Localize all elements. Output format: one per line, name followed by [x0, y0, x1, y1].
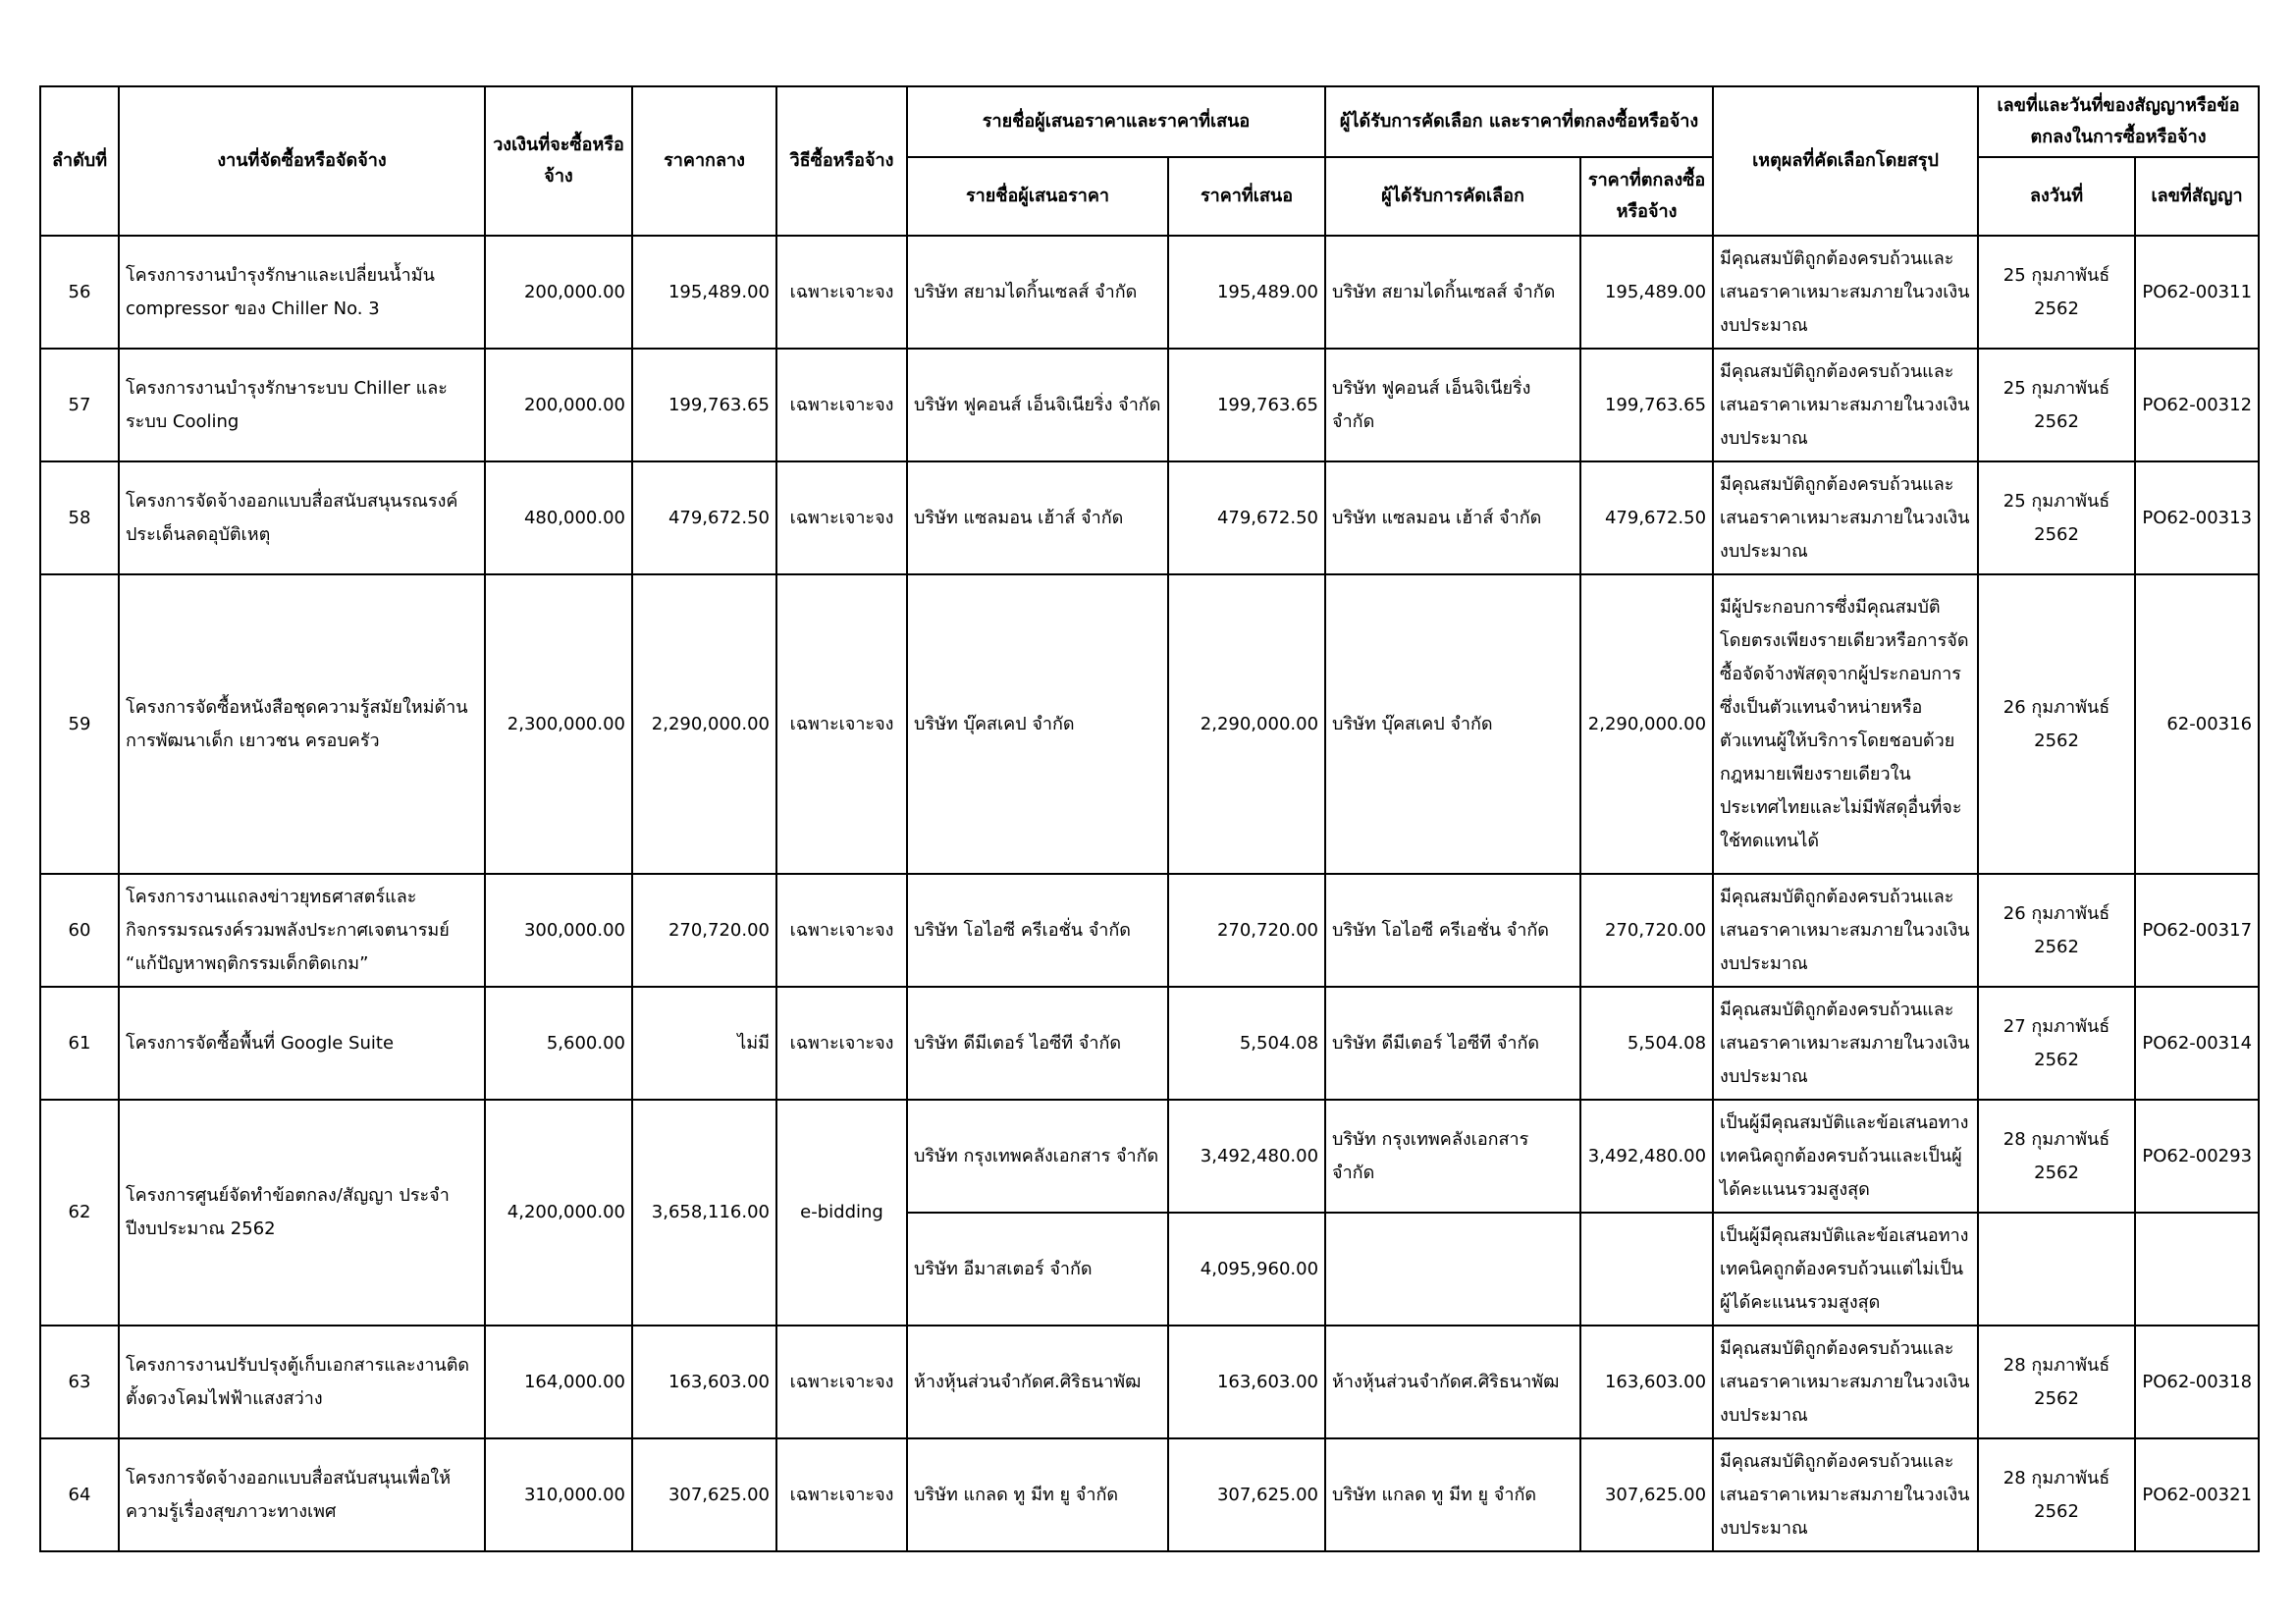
row-method: เฉพาะเจาะจง [776, 574, 907, 874]
row-method: เฉพาะเจาะจง [776, 987, 907, 1100]
row-bidder: บริษัท แซลมอน เฮ้าส์ จำกัด [907, 461, 1168, 574]
row-bidder: บริษัท ฟูคอนส์ เอ็นจิเนียริ่ง จำกัด [907, 349, 1168, 461]
header-selected-name: ผู้ได้รับการคัดเลือก [1325, 157, 1580, 236]
row-method: เฉพาะเจาะจง [776, 1438, 907, 1551]
row-contract: PO62-00321 [2135, 1438, 2259, 1551]
row-reason: มีคุณสมบัติถูกต้องครบถ้วนและเสนอราคาเหมาะสมภายในวงเงินงบประมาณ [1713, 461, 1978, 574]
row-agreed: 270,720.00 [1580, 874, 1713, 987]
row-median: 270,720.00 [632, 874, 776, 987]
row-contract: PO62-00314 [2135, 987, 2259, 1100]
header-agreed-price: ราคาที่ตกลงซื้อหรือจ้าง [1580, 157, 1713, 236]
row-contract: PO62-00293 [2135, 1100, 2259, 1213]
row-bid: 479,672.50 [1168, 461, 1325, 574]
row-bidder: บริษัท สยามไดกิ้นเซลส์ จำกัด [907, 236, 1168, 349]
row-budget: 200,000.00 [485, 236, 632, 349]
row-bid: 270,720.00 [1168, 874, 1325, 987]
row-winner: บริษัท บุ๊คสเคป จำกัด [1325, 574, 1580, 874]
table-row [40, 1438, 2259, 1551]
row-median: 2,290,000.00 [632, 574, 776, 874]
header-contract-group: เลขที่และวันที่ของสัญญาหรือข้อตกลงในการซื้อหรือจ้าง [1978, 86, 2259, 157]
row-agreed: 195,489.00 [1580, 236, 1713, 349]
header-contract-no: เลขที่สัญญา [2135, 157, 2259, 236]
row-reason: มีคุณสมบัติถูกต้องครบถ้วนและเสนอราคาเหมาะสมภายในวงเงินงบประมาณ [1713, 236, 1978, 349]
row-date: 28 กุมภาพันธ์ 2562 [1978, 1326, 2135, 1438]
row-work: โครงการจัดซื้อพื้นที่ Google Suite [119, 987, 485, 1100]
row-method: เฉพาะเจาะจง [776, 349, 907, 461]
row-agreed: 163,603.00 [1580, 1326, 1713, 1438]
table-row [40, 349, 2259, 461]
row-bid: 3,492,480.00 [1168, 1100, 1325, 1213]
row-no: 63 [40, 1326, 119, 1438]
row-reason: มีคุณสมบัติถูกต้องครบถ้วนและเสนอราคาเหมาะสมภายในวงเงินงบประมาณ [1713, 1438, 1978, 1551]
row-agreed: 2,290,000.00 [1580, 574, 1713, 874]
row-method: เฉพาะเจาะจง [776, 874, 907, 987]
row-median: ไม่มี [632, 987, 776, 1100]
row-bid: 5,504.08 [1168, 987, 1325, 1100]
row-median: 195,489.00 [632, 236, 776, 349]
row-date: 28 กุมภาพันธ์ 2562 [1978, 1100, 2135, 1213]
row-date: 25 กุมภาพันธ์ 2562 [1978, 461, 2135, 574]
row-contract: PO62-00312 [2135, 349, 2259, 461]
row-median: 307,625.00 [632, 1438, 776, 1551]
row-no: 61 [40, 987, 119, 1100]
row-budget: 310,000.00 [485, 1438, 632, 1551]
header-date: ลงวันที่ [1978, 157, 2135, 236]
row-contract: 62-00316 [2135, 574, 2259, 874]
row-median: 479,672.50 [632, 461, 776, 574]
row-agreed: 5,504.08 [1580, 987, 1713, 1100]
row-work: โครงการจัดซื้อหนังสือชุดความรู้สมัยใหม่ด้านการพัฒนาเด็ก เยาวชน ครอบครัว [119, 574, 485, 874]
table-row [40, 461, 2259, 574]
row-date: 26 กุมภาพันธ์ 2562 [1978, 574, 2135, 874]
table-row [40, 574, 2259, 874]
row-work: โครงการศูนย์จัดทำข้อตกลง/สัญญา ประจำปีงบประมาณ 2562 [119, 1100, 485, 1326]
row-no: 59 [40, 574, 119, 874]
row-budget: 5,600.00 [485, 987, 632, 1100]
row-reason: มีผู้ประกอบการซึ่งมีคุณสมบัติโดยตรงเพียงรายเดียวหรือการจัดซื้อจัดจ้างพัสดุจากผู้ประกอบการซึ่งเป็นตัวแทนจำหน่ายหรือตัวแทนผู้ให้บริการโดยชอบด้วยกฎหมายเพียงรายเดียวในประเทศไทยและไม่มีพัสดุอื่นที่จะใช้ทดแทนได้ [1713, 574, 1978, 874]
table-row [40, 1326, 2259, 1438]
row-agreed-empty [1580, 1213, 1713, 1326]
header-work: งานที่จัดซื้อหรือจัดจ้าง [119, 86, 485, 236]
row-contract: PO62-00313 [2135, 461, 2259, 574]
header-method: วิธีซื้อหรือจ้าง [776, 86, 907, 236]
row-winner: บริษัท แกลด ทู มีท ยู จำกัด [1325, 1438, 1580, 1551]
row-agreed: 307,625.00 [1580, 1438, 1713, 1551]
row-budget: 164,000.00 [485, 1326, 632, 1438]
row-winner: บริษัท โอไอซี ครีเอชั่น จำกัด [1325, 874, 1580, 987]
row-bidder-2: บริษัท อีมาสเตอร์ จำกัด [907, 1213, 1168, 1326]
row-reason: มีคุณสมบัติถูกต้องครบถ้วนและเสนอราคาเหมาะสมภายในวงเงินงบประมาณ [1713, 874, 1978, 987]
row-work: โครงการจัดจ้างออกแบบสื่อสนับสนุนรณรงค์ประเด็นลดอุบัติเหตุ [119, 461, 485, 574]
row-budget: 300,000.00 [485, 874, 632, 987]
row-work: โครงการงานแถลงข่าวยุทธศาสตร์และกิจกรรมรณรงค์รวมพลังประกาศเจตนารมย์ “แก้ปัญหาพฤติกรรมเด็กติดเกม” [119, 874, 485, 987]
table-row [40, 987, 2259, 1100]
row-contract: PO62-00311 [2135, 236, 2259, 349]
row-contract: PO62-00317 [2135, 874, 2259, 987]
row-budget: 480,000.00 [485, 461, 632, 574]
table-row [40, 874, 2259, 987]
row-no: 56 [40, 236, 119, 349]
row-agreed: 3,492,480.00 [1580, 1100, 1713, 1213]
row-median: 3,658,116.00 [632, 1100, 776, 1326]
table-row [40, 1100, 2259, 1213]
row-date: 26 กุมภาพันธ์ 2562 [1978, 874, 2135, 987]
row-budget: 4,200,000.00 [485, 1100, 632, 1326]
row-no: 64 [40, 1438, 119, 1551]
row-reason: มีคุณสมบัติถูกต้องครบถ้วนและเสนอราคาเหมาะสมภายในวงเงินงบประมาณ [1713, 349, 1978, 461]
procurement-sheet [39, 85, 2260, 1552]
row-median: 163,603.00 [632, 1326, 776, 1438]
row-bid: 163,603.00 [1168, 1326, 1325, 1438]
row-winner-empty [1325, 1213, 1580, 1326]
header-bidders-group: รายชื่อผู้เสนอราคาและราคาที่เสนอ [907, 86, 1325, 157]
header-bidder-name: รายชื่อผู้เสนอราคา [907, 157, 1168, 236]
row-no: 60 [40, 874, 119, 987]
row-bidder: บริษัท กรุงเทพคลังเอกสาร จำกัด [907, 1100, 1168, 1213]
row-method: เฉพาะเจาะจง [776, 1326, 907, 1438]
row-bidder: บริษัท แกลด ทู มีท ยู จำกัด [907, 1438, 1168, 1551]
row-reason: มีคุณสมบัติถูกต้องครบถ้วนและเสนอราคาเหมาะสมภายในวงเงินงบประมาณ [1713, 1326, 1978, 1438]
row-bidder: บริษัท บุ๊คสเคป จำกัด [907, 574, 1168, 874]
row-reason: มีคุณสมบัติถูกต้องครบถ้วนและเสนอราคาเหมาะสมภายในวงเงินงบประมาณ [1713, 987, 1978, 1100]
row-bidder: บริษัท ดีมีเตอร์ ไอซีที จำกัด [907, 987, 1168, 1100]
row-budget: 2,300,000.00 [485, 574, 632, 874]
row-date-empty [1978, 1213, 2135, 1326]
row-contract: PO62-00318 [2135, 1326, 2259, 1438]
row-date: 25 กุมภาพันธ์ 2562 [1978, 236, 2135, 349]
row-bidder: บริษัท โอไอซี ครีเอชั่น จำกัด [907, 874, 1168, 987]
row-budget: 200,000.00 [485, 349, 632, 461]
row-method: เฉพาะเจาะจง [776, 461, 907, 574]
row-work: โครงการงานปรับปรุงตู้เก็บเอกสารและงานติดตั้งดวงโคมไฟฟ้าแสงสว่าง [119, 1326, 485, 1438]
row-date: 27 กุมภาพันธ์ 2562 [1978, 987, 2135, 1100]
header-median: ราคากลาง [632, 86, 776, 236]
header-bid-price: ราคาที่เสนอ [1168, 157, 1325, 236]
row-date: 25 กุมภาพันธ์ 2562 [1978, 349, 2135, 461]
row-date: 28 กุมภาพันธ์ 2562 [1978, 1438, 2135, 1551]
row-reason-2: เป็นผู้มีคุณสมบัติและข้อเสนอทางเทคนิคถูกต้องครบถ้วนแต่ไม่เป็นผู้ได้คะแนนรวมสูงสุด [1713, 1213, 1978, 1326]
row-reason: เป็นผู้มีคุณสมบัติและข้อเสนอทางเทคนิคถูกต้องครบถ้วนและเป็นผู้ได้คะแนนรวมสูงสุด [1713, 1100, 1978, 1213]
row-work: โครงการงานบำรุงรักษาและเปลี่ยนน้ำมัน compressor ของ Chiller No. 3 [119, 236, 485, 349]
row-method: e-bidding [776, 1100, 907, 1326]
header-selected-group: ผู้ได้รับการคัดเลือก และราคาที่ตกลงซื้อหรือจ้าง [1325, 86, 1713, 157]
header-no: ลำดับที่ [40, 86, 119, 236]
row-bid: 195,489.00 [1168, 236, 1325, 349]
row-work: โครงการงานบำรุงรักษาระบบ Chiller และระบบ Cooling [119, 349, 485, 461]
row-no: 58 [40, 461, 119, 574]
header-reason: เหตุผลที่คัดเลือกโดยสรุป [1713, 86, 1978, 236]
row-winner: บริษัท ดีมีเตอร์ ไอซีที จำกัด [1325, 987, 1580, 1100]
row-contract-empty [2135, 1213, 2259, 1326]
row-bid-2: 4,095,960.00 [1168, 1213, 1325, 1326]
row-no: 62 [40, 1100, 119, 1326]
header-budget: วงเงินที่จะซื้อหรือจ้าง [485, 86, 632, 236]
row-no: 57 [40, 349, 119, 461]
row-bid: 307,625.00 [1168, 1438, 1325, 1551]
row-bidder: ห้างหุ้นส่วนจำกัดศ.ศิริธนาพัฒ [907, 1326, 1168, 1438]
procurement-table [39, 85, 2260, 1552]
row-winner: บริษัท ฟูคอนส์ เอ็นจิเนียริ่ง จำกัด [1325, 349, 1580, 461]
row-work: โครงการจัดจ้างออกแบบสื่อสนับสนุนเพื่อให้ความรู้เรื่องสุขภาวะทางเพศ [119, 1438, 485, 1551]
row-winner: บริษัท กรุงเทพคลังเอกสาร จำกัด [1325, 1100, 1580, 1213]
row-winner: ห้างหุ้นส่วนจำกัดศ.ศิริธนาพัฒ [1325, 1326, 1580, 1438]
row-agreed: 479,672.50 [1580, 461, 1713, 574]
row-winner: บริษัท แซลมอน เฮ้าส์ จำกัด [1325, 461, 1580, 574]
row-winner: บริษัท สยามไดกิ้นเซลส์ จำกัด [1325, 236, 1580, 349]
row-method: เฉพาะเจาะจง [776, 236, 907, 349]
row-bid: 2,290,000.00 [1168, 574, 1325, 874]
row-agreed: 199,763.65 [1580, 349, 1713, 461]
table-row [40, 236, 2259, 349]
row-bid: 199,763.65 [1168, 349, 1325, 461]
row-median: 199,763.65 [632, 349, 776, 461]
